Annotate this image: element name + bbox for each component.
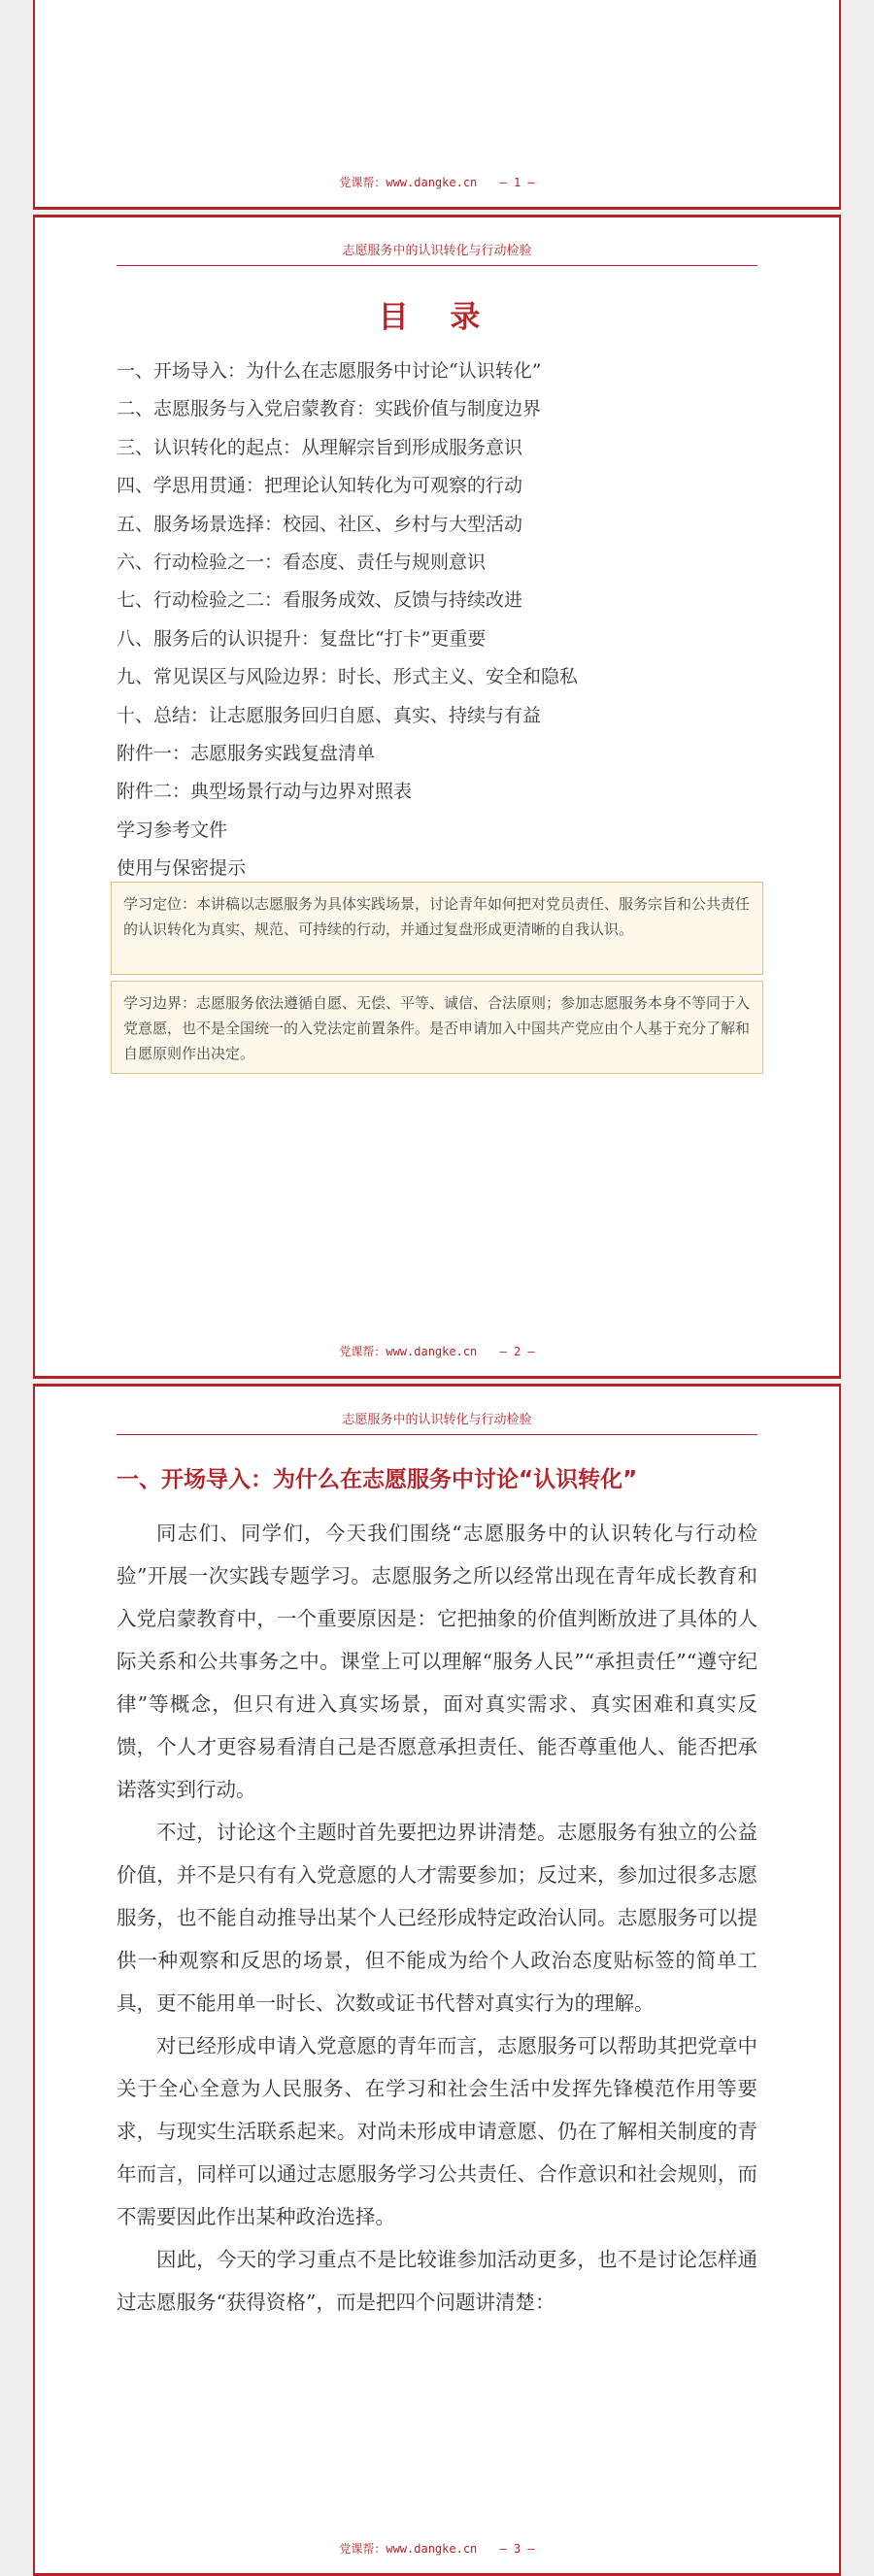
footer-site: 党课帮：www.dangke.cn	[339, 176, 478, 189]
footer-page-number: — 3 —	[499, 2542, 535, 2556]
body-paragraph: 因此，今天的学习重点不是比较谁参加活动更多，也不是讨论怎样通过志愿服务“获得资格”，而是把四个问题讲清楚：	[117, 2248, 757, 2314]
footer-site: 党课帮：www.dangke.cn	[339, 2542, 478, 2556]
toc-item[interactable]: 二、志愿服务与入党启蒙教育：实践价值与制度边界	[117, 398, 542, 420]
header-rule	[117, 1434, 757, 1435]
toc-title: 目 录	[378, 300, 496, 335]
page-top-rule	[35, 1384, 839, 1387]
toc-item[interactable]: 使用与保密提示	[117, 857, 247, 880]
page-2	[33, 215, 841, 1379]
toc-item[interactable]: 附件二：典型场景行动与边界对照表	[117, 781, 413, 803]
page-footer	[35, 1343, 839, 1359]
footer-page-number: — 2 —	[499, 1345, 535, 1358]
toc-item[interactable]: 五、服务场景选择：校园、社区、乡村与大型活动	[117, 513, 523, 535]
section-body	[117, 1512, 757, 2324]
toc-item[interactable]: 学习参考文件	[117, 819, 228, 841]
toc-item[interactable]: 四、学思用贯通：把理论认知转化为可观察的行动	[117, 475, 523, 497]
toc-item[interactable]: 九、常见误区与风险边界：时长、形式主义、安全和隐私	[117, 666, 579, 688]
learning-positioning-box: 学习定位：本讲稿以志愿服务为具体实践场景，讨论青年如何把对党员责任、服务宗旨和公共责任的认识转化为真实、规范、可持续的行动，并通过复盘形成更清晰的自我认识。	[111, 882, 763, 975]
toc-item[interactable]: 七、行动检验之二：看服务成效、反馈与持续改进	[117, 589, 523, 612]
toc-list	[117, 352, 578, 887]
page-1	[33, 0, 841, 210]
toc-item[interactable]: 一、开场导入：为什么在志愿服务中讨论“认识转化”	[117, 360, 542, 382]
body-paragraph: 同志们、同学们，今天我们围绕“志愿服务中的认识转化与行动检验”开展一次实践专题学习。志愿服务之所以经常出现在青年成长教育和入党启蒙教育中，一个重要原因是：它把抽象的价值判断放进了具体的人际关系和公共事务之中。课堂上可以理解“服务人民”“承担责任”“遵守纪律”等概念，但只有进入真实场景，面对真实需求、真实困难和真实反馈，个人才更容易看清自己是否愿意承担责任、能否尊重他人、能否把承诺落实到行动。	[117, 1522, 757, 1801]
running-header: 志愿服务中的认识转化与行动检验	[342, 1413, 532, 1427]
page-footer	[35, 2540, 839, 2557]
page-bottom-rule	[35, 207, 839, 210]
section-heading: 一、开场导入：为什么在志愿服务中讨论“认识转化”	[117, 1467, 638, 1492]
page-3	[33, 1384, 841, 2576]
body-paragraph: 对已经形成申请入党意愿的青年而言，志愿服务可以帮助其把党章中关于全心全意为人民服务、在学习和社会生活中发挥先锋模范作用等要求，与现实生活联系起来。对尚未形成申请意愿、仍在了解相关制度的青年而言，同样可以通过志愿服务学习公共责任、合作意识和社会规则，而不需要因此作出某种政治选择。	[117, 2034, 757, 2228]
header-rule	[117, 265, 757, 266]
toc-item[interactable]: 十、总结：让志愿服务回归自愿、真实、持续与有益	[117, 704, 542, 726]
toc-item[interactable]: 三、认识转化的起点：从理解宗旨到形成服务意识	[117, 436, 523, 458]
toc-item[interactable]: 六、行动检验之一：看态度、责任与规则意识	[117, 551, 487, 573]
footer-page-number: — 1 —	[499, 176, 535, 189]
running-header: 志愿服务中的认识转化与行动检验	[342, 244, 532, 258]
footer-site: 党课帮：www.dangke.cn	[339, 1345, 478, 1358]
toc-item[interactable]: 附件一：志愿服务实践复盘清单	[117, 742, 376, 764]
learning-boundary-box: 学习边界：志愿服务依法遵循自愿、无偿、平等、诚信、合法原则；参加志愿服务本身不等同于入党意愿，也不是全国统一的入党法定前置条件。是否申请加入中国共产党应由个人基于充分了解和自愿原则作出决定。	[111, 981, 763, 1074]
page-bottom-rule	[35, 1376, 839, 1379]
body-paragraph: 不过，讨论这个主题时首先要把边界讲清楚。志愿服务有独立的公益价值，并不是只有有入党意愿的人才需要参加；反过来，参加过很多志愿服务，也不能自动推导出某个人已经形成特定政治认同。志愿服务可以提供一种观察和反思的场景，但不能成为给个人政治态度贴标签的简单工具，更不能用单一时长、次数或证书代替对真实行为的理解。	[117, 1821, 757, 2015]
page-footer	[35, 174, 839, 190]
toc-item[interactable]: 八、服务后的认识提升：复盘比“打卡”更重要	[117, 627, 487, 650]
page-top-rule	[35, 215, 839, 217]
